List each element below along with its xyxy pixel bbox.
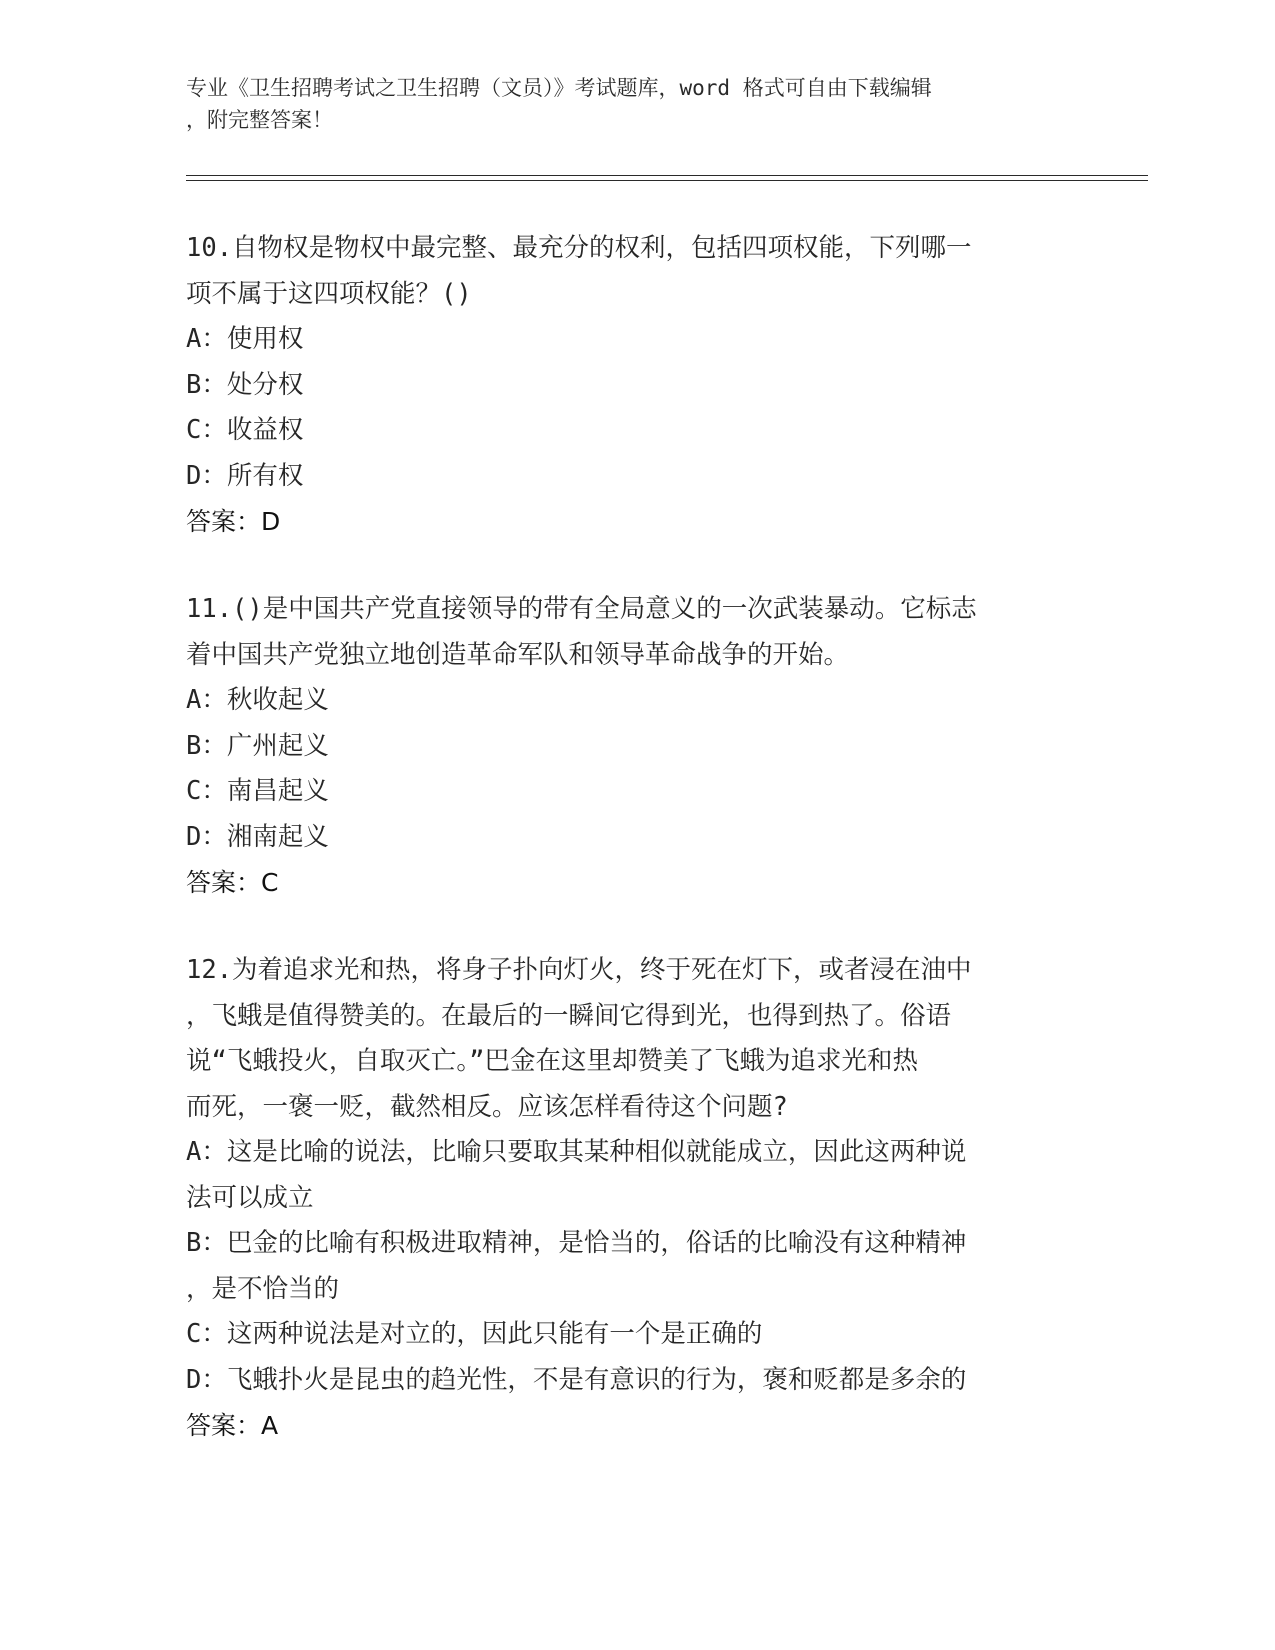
option-b: B：广州起义 <box>186 730 329 761</box>
answer-line: 答案：C <box>186 868 279 897</box>
header-rule-bottom <box>186 180 1148 181</box>
option-a-continued: 法可以成立 <box>186 1182 314 1213</box>
question-text-line: ，飞蛾是值得赞美的。在最后的一瞬间它得到光，也得到热了。俗语 <box>186 1000 952 1031</box>
document-header <box>186 72 1066 136</box>
question-text-line: 12.为着追求光和热，将身子扑向灯火，终于死在灯下，或者浸在油中 <box>186 955 972 985</box>
header-rule-top <box>186 175 1148 176</box>
answer-line: 答案：A <box>186 1411 279 1440</box>
question-text-line: 11.()是中国共产党直接领导的带有全局意义的一次武装暴动。它标志 <box>186 594 977 624</box>
question-text-line: 而死，一褒一贬，截然相反。应该怎样看待这个问题? <box>186 1091 788 1122</box>
option-c: C：这两种说法是对立的，因此只能有一个是正确的 <box>186 1319 763 1349</box>
option-a: A：这是比喻的说法，比喻只要取其某种相似就能成立，因此这两种说 <box>186 1137 967 1167</box>
option-d: D：湘南起义 <box>186 821 329 852</box>
option-b: B：处分权 <box>186 369 304 400</box>
option-a: A：秋收起义 <box>186 685 329 715</box>
option-c: C：南昌起义 <box>186 776 329 806</box>
option-c: C：收益权 <box>186 415 304 445</box>
header-line: 专业《卫生招聘考试之卫生招聘（文员）》考试题库，word 格式可自由下载编辑 <box>186 76 932 100</box>
header-line: ，附完整答案！ <box>186 108 333 132</box>
question-11 <box>186 587 1066 906</box>
option-b-continued: ，是不恰当的 <box>186 1273 340 1304</box>
option-b: B：巴金的比喻有积极进取精神，是恰当的，俗话的比喻没有这种精神 <box>186 1228 967 1258</box>
option-d: D：飞蛾扑火是昆虫的趋光性，不是有意识的行为，褒和贬都是多余的 <box>186 1364 967 1395</box>
question-text-line: 项不属于这四项权能？() <box>186 278 472 309</box>
option-a: A：使用权 <box>186 324 304 354</box>
answer-line: 答案：D <box>186 507 281 536</box>
question-text-line: 说“飞蛾投火，自取灭亡。”巴金在这里却赞美了飞蛾为追求光和热 <box>186 1046 918 1076</box>
question-12 <box>186 948 1066 1449</box>
option-d: D：所有权 <box>186 460 304 491</box>
question-10 <box>186 226 1066 545</box>
question-text-line: 10.自物权是物权中最完整、最充分的权利，包括四项权能，下列哪一 <box>186 233 972 263</box>
question-text-line: 着中国共产党独立地创造革命军队和领导革命战争的开始。 <box>186 639 850 670</box>
